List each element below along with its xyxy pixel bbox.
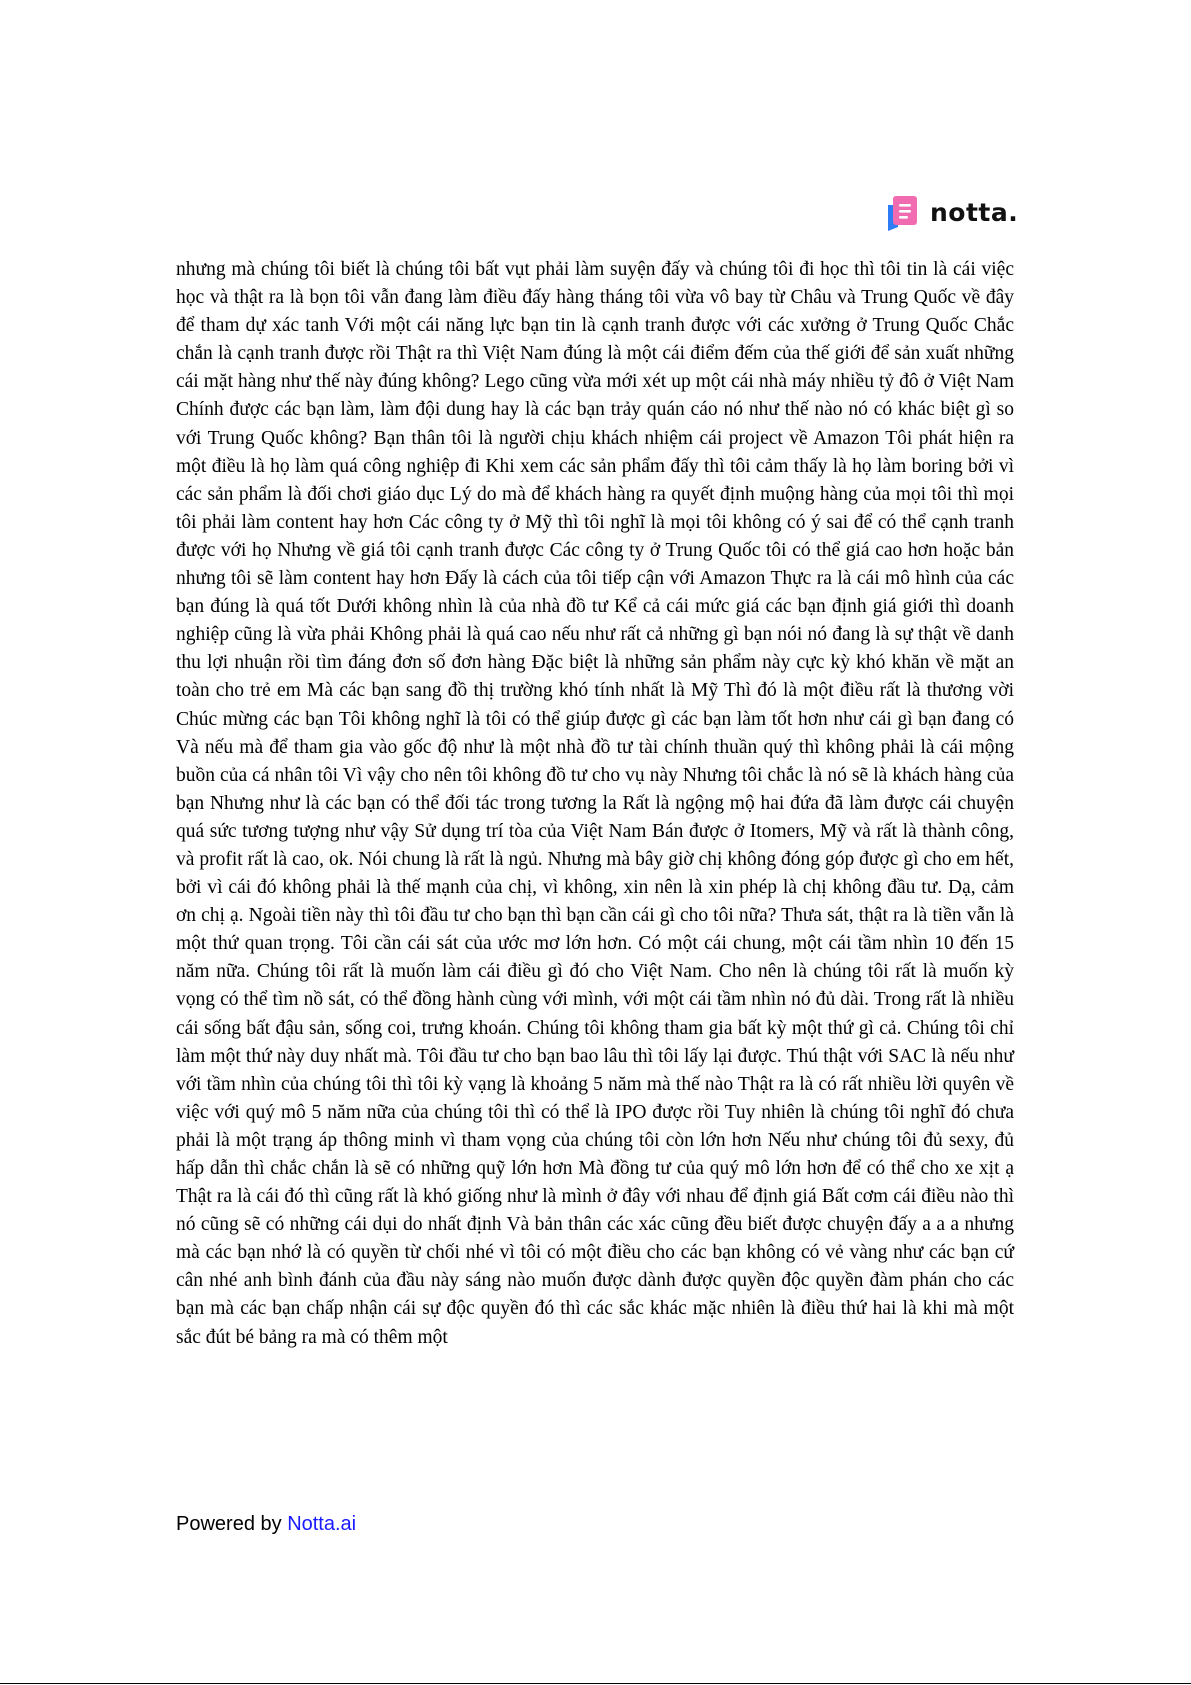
notta-logo-icon xyxy=(884,193,922,231)
transcript-text: nhưng mà chúng tôi biết là chúng tôi bất vụt phải làm suyện đấy và chúng tôi đi học thì tôi tin là cái việc học và thật ra là bọn tôi vẫn đang làm điều đấy hàng tháng tôi vừa vô bay từ Châu và Trung Quốc về đây để tham dự xác tanh Với một cái năng lực bạn tin là cạnh tranh được với các xưởng ở Trung Quốc Chắc chắn là cạnh tranh được rồi Thật ra thì Việt Nam đúng là một cái điểm đếm của thế giới để sản xuất những cái mặt hàng như thế này đúng không? Lego cũng vừa mới xét up một cái nhà máy nhiều tỷ đô ở Việt Nam Chính được các bạn làm, làm đội dung hay là các bạn trảy quán cáo nó như thế nào nó có khác biệt gì so với Trung Quốc không? Bạn thân tôi là người chịu khách nhiệm cái project về Amazon Tôi phát hiện ra một điều là họ làm quá công nghiệp đi Khi xem các sản phẩm đấy thì tôi cảm thấy là họ làm boring bởi vì các sản phẩm là đối chơi giáo dục Lý do mà để khách hàng ra quyết định muộng hàng của mọi tôi thì mọi tôi phải làm content hay hơn Các công ty ở Mỹ thì tôi nghĩ là mọi tôi không có ý sai để có thể cạnh tranh được với họ Nhưng về giá tôi cạnh tranh được Các công ty ở Trung Quốc tôi có thể giá cao hơn hoặc bản nhưng tôi sẽ làm content hay hơn Đấy là cách của tôi tiếp cận với Amazon Thực ra là cái mô hình của các bạn đúng là quá tốt Dưới không nhìn là của nhà đồ tư Kể cả cái mức giá các bạn định giá giới thì doanh nghiệp cũng là vừa phải Không phải là quá cao nếu như rất cả những gì bạn nói nó đang là sự thật về danh thu lợi nhuận rồi tìm đáng đơn số đơn hàng Đặc biệt là những sản phẩm này cực kỳ khó khăn về mặt an toàn cho trẻ em Mà các bạn sang đồ thị trường khó tính nhất là Mỹ Thì đó là một điều rất là thương vời Chúc mừng các bạn Tôi không nghĩ là tôi có thể giúp được gì các bạn làm tốt hơn như cái gì bạn đang có Và nếu mà để tham gia vào gốc độ như là một nhà đồ tư tài chính thuần quý thì không phải là cái mộng buồn của cá nhân tôi Vì vậy cho nên tôi không đồ tư cho vụ này Nhưng tôi chắc là nó sẽ là khách hàng của bạn Nhưng như là các bạn có thể đối tác trong tương la Rất là ngộng mộ hai đứa đã làm được cái chuyện quá sức tương tượng như vậy Sử dụng trí tòa của Việt Nam Bán được ở Itomers, Mỹ và rất là thành công, và profit rất là cao, ok. Nói chung là rất là ngủ. Nhưng mà bây giờ chị không đóng góp được gì cho em hết, bởi vì cái đó không phải là thế mạnh của chị, vì không, xin nên là xin phép là chị không đầu tư. Dạ, cảm ơn chị ạ. Ngoài tiền này thì tôi đầu tư cho bạn thì bạn cần cái gì cho tôi nữa? Thưa sát, thật ra là tiền vẫn là một thứ quan trọng. Tôi cần cái sát của ước mơ lớn hơn. Có một cái chung, một cái tầm nhìn 10 đến 15 năm nữa. Chúng tôi rất là muốn làm cái điều gì đó cho Việt Nam. Cho nên là chúng tôi rất là muốn kỳ vọng có thể tìm nồ sát, có thể đồng hành cùng với mình, với một cái tầm nhìn nó đủ dài. Trong rất là nhiều cái sống bất đậu sản, sống coi, trưng khoán. Chúng tôi không tham gia bất kỳ một thứ gì cả. Chúng tôi chỉ làm một thứ này duy nhất mà. Tôi đầu tư cho bạn bao lâu thì tôi lấy lại được. Thú thật với SAC là nếu như với tầm nhìn của chúng tôi thì tôi kỳ vạng là khoảng 5 năm mà thế nào Thật ra là có rất nhiều lời quyên về việc với quý mô 5 năm nữa của chúng tôi thì có thể là IPO được rồi Tuy nhiên là chúng tôi nghĩ đó chưa phải là một trạng áp thông minh vì tham vọng của chúng tôi còn lớn hơn Nếu như chúng tôi đủ sexy, đủ hấp dẫn thì chắc chắn là sẽ có những quỹ lớn hơn Mà đồng tư của quý mô lớn hơn để có thể cho xe xịt ạ Thật ra là cái đó thì cũng rất là khó giống như là mình ở đây với nhau để định giá Bất cơm cái điều nào thì nó cũng sẽ có những cái dụi do nhất định Và bản thân các xác cũng đều biết được chuyện đấy a a a nhưng mà các bạn nhớ là có quyền từ chối nhé vì tôi có một điều cho các bạn không có vẻ vàng như các bạn cứ cân nhé anh bình đánh của đầu này sáng nào muốn được dành được quyền độc quyền đàm phán cho các bạn mà các bạn chấp nhận cái sự độc quyền đó thì các sắc khác mặc nhiên là điều thứ hai là khi mà một sắc đút bé bảng ra mà có thêm một xyxy=(176,259,1014,1348)
powered-by-footer xyxy=(176,1513,356,1536)
notta-logo xyxy=(884,193,1018,231)
notta-ai-link[interactable]: Notta.ai xyxy=(287,1513,357,1535)
page-bottom-divider xyxy=(0,1683,1191,1684)
logo-wordmark: notta. xyxy=(930,197,1019,227)
powered-by-label: Powered by xyxy=(176,1513,282,1535)
